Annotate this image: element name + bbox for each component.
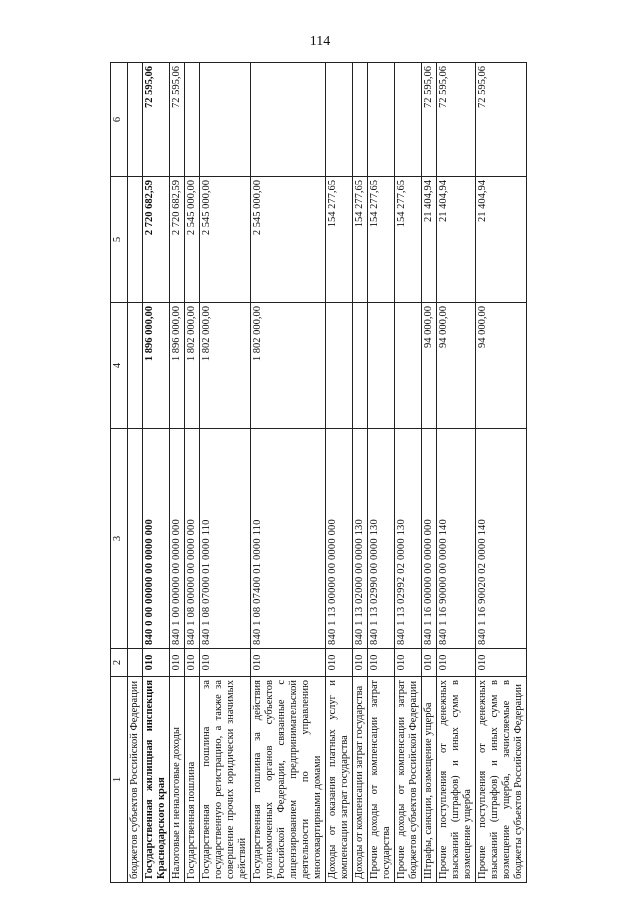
rotated-table-container: [110, 63, 555, 883]
amount-cell-col5: 2 720 682,59: [170, 177, 185, 303]
amount-cell-col4: 1 802 000,00: [200, 303, 251, 429]
budget-code-cell: 840 1 13 00000 00 0000 000: [326, 429, 353, 649]
amount-cell-col6: [353, 63, 368, 177]
budget-code-cell: 840 1 00 00000 00 0000 000: [170, 429, 185, 649]
admin-code-cell: 010: [185, 649, 200, 677]
item-name-cell: Прочие доходы от компенсации затрат бюджетов субъектов Российской Федерации: [395, 677, 422, 883]
amount-cell-col5: 2 545 000,00: [251, 177, 326, 303]
item-name-cell: Государственная жилищная инспекция Краснодарского края: [143, 677, 170, 883]
table-row: [143, 63, 170, 883]
item-name-cell: Государственная пошлина: [185, 677, 200, 883]
header-row: [111, 63, 128, 883]
amount-cell-col5: 21 404,94: [476, 177, 527, 303]
table-row: [476, 63, 527, 883]
column-header: 5: [111, 177, 128, 303]
item-name-cell: Доходы от компенсации затрат государства: [353, 677, 368, 883]
amount-cell-col6: [185, 63, 200, 177]
item-name-cell: Государственная пошлина за действия уполномоченных органов субъектов Российской Федерации, связанные с лицензированием предпринимательской деятельности по управлению многоквартирными домами: [251, 677, 326, 883]
amount-cell-col6: [128, 63, 143, 177]
amount-cell-col5: [128, 177, 143, 303]
column-header: 3: [111, 429, 128, 649]
table-row: [368, 63, 395, 883]
table-row: [200, 63, 251, 883]
amount-cell-col6: [251, 63, 326, 177]
amount-cell-col4: 1 896 000,00: [143, 303, 170, 429]
item-name-cell: Прочие поступления от денежных взысканий (штрафов) и иных сумм в возмещение ущерба: [437, 677, 476, 883]
amount-cell-col6: 72 595,06: [476, 63, 527, 177]
budget-code-cell: 840 1 13 02990 00 0000 130: [368, 429, 395, 649]
item-name-cell: Штрафы, санкции, возмещение ущерба: [422, 677, 437, 883]
item-name-cell: Прочие поступления от денежных взысканий (штрафов) и иных сумм в возмещение ущерба, зачисляемые в бюджеты субъектов Российской Федерации: [476, 677, 527, 883]
table-row: [395, 63, 422, 883]
budget-code-cell: [128, 429, 143, 649]
admin-code-cell: 010: [422, 649, 437, 677]
item-name-cell: Доходы от оказания платных услуг и компенсации затрат государства: [326, 677, 353, 883]
amount-cell-col5: 154 277,65: [326, 177, 353, 303]
column-header: 6: [111, 63, 128, 177]
amount-cell-col4: [128, 303, 143, 429]
admin-code-cell: 010: [476, 649, 527, 677]
budget-code-cell: 840 0 00 00000 00 0000 000: [143, 429, 170, 649]
amount-cell-col5: 154 277,65: [368, 177, 395, 303]
amount-cell-col5: 154 277,65: [353, 177, 368, 303]
admin-code-cell: 010: [353, 649, 368, 677]
amount-cell-col5: 154 277,65: [395, 177, 422, 303]
amount-cell-col4: 94 000,00: [422, 303, 437, 429]
amount-cell-col5: 21 404,94: [422, 177, 437, 303]
amount-cell-col6: [326, 63, 353, 177]
amount-cell-col6: [368, 63, 395, 177]
table-row: [353, 63, 368, 883]
amount-cell-col5: 2 545 000,00: [200, 177, 251, 303]
amount-cell-col6: 72 595,06: [143, 63, 170, 177]
amount-cell-col4: 1 802 000,00: [251, 303, 326, 429]
table-row: [251, 63, 326, 883]
column-header: 2: [111, 649, 128, 677]
admin-code-cell: 010: [437, 649, 476, 677]
amount-cell-col6: 72 595,06: [170, 63, 185, 177]
amount-cell-col5: 2 720 682,59: [143, 177, 170, 303]
item-name-cell: Прочие доходы от компенсации затрат государства: [368, 677, 395, 883]
admin-code-cell: 010: [251, 649, 326, 677]
table-row: [185, 63, 200, 883]
amount-cell-col4: 94 000,00: [437, 303, 476, 429]
budget-code-cell: 840 1 13 02992 02 0000 130: [395, 429, 422, 649]
amount-cell-col6: [395, 63, 422, 177]
amount-cell-col4: [353, 303, 368, 429]
item-name-cell: бюджетов субъектов Российской Федерации: [128, 677, 143, 883]
table-row: [437, 63, 476, 883]
table-row: [422, 63, 437, 883]
table-body: [128, 63, 527, 883]
admin-code-cell: 010: [200, 649, 251, 677]
budget-code-cell: 840 1 16 90020 02 0000 140: [476, 429, 527, 649]
budget-code-cell: 840 1 16 00000 00 0000 000: [422, 429, 437, 649]
admin-code-cell: 010: [395, 649, 422, 677]
amount-cell-col5: 2 545 000,00: [185, 177, 200, 303]
item-name-cell: Налоговые и неналоговые доходы: [170, 677, 185, 883]
amount-cell-col4: 1 802 000,00: [185, 303, 200, 429]
admin-code-cell: 010: [326, 649, 353, 677]
budget-code-cell: 840 1 13 02000 00 0000 130: [353, 429, 368, 649]
budget-code-cell: 840 1 08 00000 00 0000 000: [185, 429, 200, 649]
table-row: [170, 63, 185, 883]
amount-cell-col4: 94 000,00: [476, 303, 527, 429]
amount-cell-col4: [326, 303, 353, 429]
budget-revenue-table: [110, 62, 527, 883]
item-name-cell: Государственная пошлина за государственную регистрацию, а также за совершение прочих юридически значимых действий: [200, 677, 251, 883]
amount-cell-col6: 72 595,06: [422, 63, 437, 177]
amount-cell-col5: 21 404,94: [437, 177, 476, 303]
amount-cell-col6: 72 595,06: [437, 63, 476, 177]
table-row: [128, 63, 143, 883]
admin-code-cell: 010: [143, 649, 170, 677]
column-header: 4: [111, 303, 128, 429]
budget-code-cell: 840 1 16 90000 00 0000 140: [437, 429, 476, 649]
budget-code-cell: 840 1 08 07400 01 0000 110: [251, 429, 326, 649]
table-row: [326, 63, 353, 883]
admin-code-cell: 010: [368, 649, 395, 677]
column-header: 1: [111, 677, 128, 883]
budget-code-cell: 840 1 08 07000 01 0000 110: [200, 429, 251, 649]
admin-code-cell: [128, 649, 143, 677]
amount-cell-col4: [395, 303, 422, 429]
amount-cell-col4: 1 896 000,00: [170, 303, 185, 429]
amount-cell-col6: [200, 63, 251, 177]
page-number: 114: [309, 34, 331, 49]
admin-code-cell: 010: [170, 649, 185, 677]
amount-cell-col4: [368, 303, 395, 429]
